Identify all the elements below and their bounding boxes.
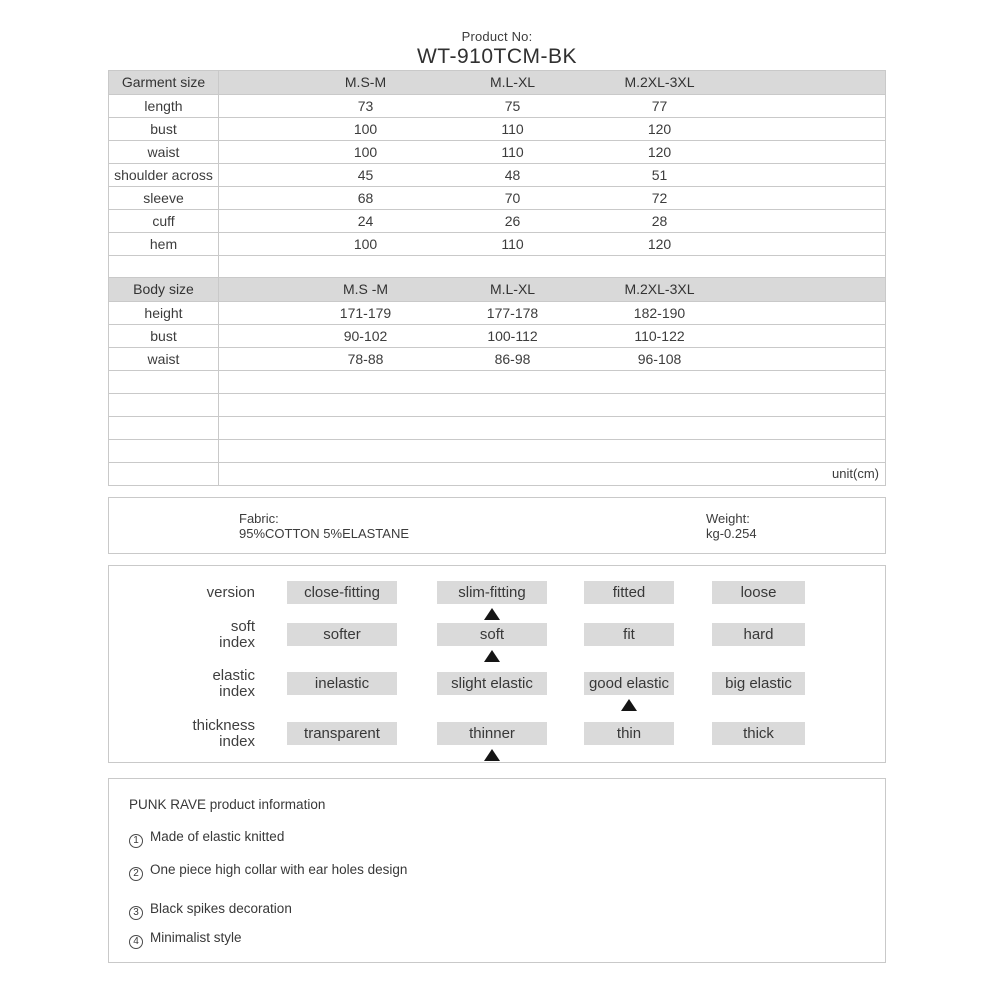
row-label: shoulder across: [109, 164, 219, 186]
table-cell: 110: [501, 121, 524, 137]
row-label: hem: [109, 233, 219, 255]
index-label-line: index: [219, 682, 255, 700]
table-row: [109, 187, 885, 210]
index-option: [712, 672, 805, 695]
table-cell: 110: [501, 144, 524, 160]
index-option-box: transparent: [287, 722, 397, 745]
circled-number-icon: 1: [129, 834, 143, 848]
table-cell: 73: [357, 98, 374, 114]
index-option-box: close-fitting: [287, 581, 397, 604]
row-label: length: [109, 95, 219, 117]
info-item: [129, 930, 242, 949]
table-cell: 96-108: [637, 351, 682, 367]
table-row: [109, 210, 885, 233]
index-row-label: [109, 718, 255, 750]
index-label-line: index: [219, 633, 255, 651]
product-info-title: PUNK RAVE product information: [129, 797, 326, 812]
table-cell: 171-179: [339, 305, 392, 321]
row-label: bust: [109, 118, 219, 140]
index-option: [287, 581, 397, 604]
garment-size-header: Garment size: [109, 71, 219, 94]
empty-row-label: [109, 394, 219, 416]
table-cell: 45: [357, 167, 374, 183]
index-option-box: soft: [437, 623, 547, 646]
table-cell: 72: [651, 190, 668, 206]
table-cell: M.L-XL: [489, 281, 536, 297]
index-option: [287, 623, 397, 646]
product-header: [0, 29, 994, 69]
info-item: [129, 862, 407, 881]
fabric-label: Fabric:: [239, 511, 279, 526]
index-label-line: soft: [230, 617, 255, 635]
empty-row-label: [109, 417, 219, 439]
info-item-text: One piece high collar with ear holes design: [150, 862, 408, 877]
index-section: [108, 565, 886, 763]
empty-table-row: [109, 417, 885, 440]
index-option: [584, 623, 674, 646]
index-option-box: hard: [712, 623, 805, 646]
index-option-box: good elastic: [584, 672, 674, 695]
unit-row-label: [109, 463, 219, 485]
table-cell: 78-88: [347, 351, 384, 367]
row-label: bust: [109, 325, 219, 347]
product-no-value: WT-910TCM-BK: [416, 45, 577, 68]
index-option: [712, 581, 805, 604]
table-cell: 86-98: [494, 351, 531, 367]
table-row: [109, 302, 885, 325]
index-label-line: index: [219, 732, 255, 750]
table-cell: 110: [501, 236, 524, 252]
table-cell: 120: [647, 144, 672, 160]
index-option-box: thick: [712, 722, 805, 745]
size-table: [108, 70, 886, 486]
table-cell: 77: [651, 98, 668, 114]
index-option-box: slim-fitting: [437, 581, 547, 604]
info-item-text: Made of elastic knitted: [150, 829, 285, 844]
index-option-box: thin: [584, 722, 674, 745]
index-option-box: softer: [287, 623, 397, 646]
table-cell: 28: [651, 213, 668, 229]
row-label: sleeve: [109, 187, 219, 209]
empty-table-row: [109, 440, 885, 463]
table-cell: M.L-XL: [489, 74, 536, 90]
index-option-box: inelastic: [287, 672, 397, 695]
table-cell: M.S -M: [342, 281, 389, 297]
fabric-info: [239, 511, 409, 541]
fabric-value: 95%COTTON 5%ELASTANE: [239, 526, 410, 541]
index-option: [712, 722, 805, 745]
table-cell: 48: [504, 167, 521, 183]
body-size-header: Body size: [109, 278, 219, 301]
table-cell: 51: [651, 167, 668, 183]
weight-value: kg-0.254: [706, 526, 757, 541]
row-label: waist: [109, 348, 219, 370]
index-option-box: fit: [584, 623, 674, 646]
fabric-weight-box: [108, 497, 886, 554]
table-row: [109, 141, 885, 164]
table-cell: 182-190: [633, 305, 686, 321]
product-info-box: [108, 778, 886, 963]
table-row: [109, 348, 885, 371]
table-row: [109, 325, 885, 348]
table-cell: 100: [353, 144, 378, 160]
table-cell: 120: [647, 236, 672, 252]
index-row-label: [109, 585, 255, 601]
index-option: [437, 623, 547, 646]
empty-row-label: [109, 440, 219, 462]
table-cell: M.2XL-3XL: [624, 74, 695, 90]
spacer-cell: [109, 256, 219, 277]
table-cell: 100: [353, 236, 378, 252]
garment-size-header-row: [109, 71, 885, 95]
table-cell: 120: [647, 121, 672, 137]
table-cell: 100-112: [487, 328, 538, 344]
index-label-line: elastic: [212, 666, 255, 684]
empty-table-row: [109, 371, 885, 394]
table-cell: 70: [504, 190, 521, 206]
circled-number-icon: 4: [129, 935, 143, 949]
table-cell: 24: [357, 213, 374, 229]
table-cell: 110-122: [634, 328, 685, 344]
table-row: [109, 233, 885, 256]
selected-marker-triangle-icon: [484, 749, 500, 761]
index-option-box: big elastic: [712, 672, 805, 695]
table-cell: 177-178: [486, 305, 539, 321]
table-row: [109, 118, 885, 141]
index-option: [437, 581, 547, 604]
selected-marker-triangle-icon: [621, 699, 637, 711]
index-option-box: thinner: [437, 722, 547, 745]
index-option-box: slight elastic: [437, 672, 547, 695]
index-option: [712, 623, 805, 646]
table-cell: 100: [353, 121, 378, 137]
table-spacer-row: [109, 256, 885, 278]
index-option: [437, 722, 547, 745]
index-option: [287, 672, 397, 695]
index-label-line: version: [206, 583, 255, 601]
empty-row-label: [109, 371, 219, 393]
index-row-soft-index: [109, 617, 885, 651]
circled-number-icon: 3: [129, 906, 143, 920]
circled-number-icon: 2: [129, 867, 143, 881]
index-option: [584, 722, 674, 745]
info-item: [129, 829, 284, 848]
row-label: waist: [109, 141, 219, 163]
table-cell: 68: [357, 190, 374, 206]
table-row: [109, 95, 885, 118]
index-option: [437, 672, 547, 695]
body-size-header-row: [109, 278, 885, 302]
table-row: [109, 164, 885, 187]
info-item-text: Minimalist style: [150, 930, 242, 945]
unit-row: [109, 463, 885, 486]
empty-table-row: [109, 394, 885, 417]
index-label-line: thickness: [192, 716, 255, 734]
row-label: height: [109, 302, 219, 324]
product-no-label: Product No:: [461, 29, 533, 44]
table-cell: M.S-M: [344, 74, 387, 90]
index-option: [287, 722, 397, 745]
table-cell: 90-102: [343, 328, 388, 344]
table-cell: 26: [504, 213, 521, 229]
index-row-label: [109, 668, 255, 700]
index-row-label: [109, 619, 255, 651]
weight-info: [706, 511, 757, 541]
selected-marker-triangle-icon: [484, 650, 500, 662]
index-option-box: loose: [712, 581, 805, 604]
info-item-text: Black spikes decoration: [150, 901, 292, 916]
info-item: [129, 901, 292, 920]
index-row-version: [109, 581, 885, 604]
index-option: [584, 581, 674, 604]
table-cell: 75: [504, 98, 521, 114]
index-option-box: fitted: [584, 581, 674, 604]
row-label: cuff: [109, 210, 219, 232]
index-row-elastic-index: [109, 666, 885, 700]
index-option: [584, 672, 674, 695]
unit-label: unit(cm): [832, 466, 879, 481]
weight-label: Weight:: [706, 511, 750, 526]
index-row-thickness-index: [109, 716, 885, 750]
table-cell: M.2XL-3XL: [624, 281, 695, 297]
selected-marker-triangle-icon: [484, 608, 500, 620]
